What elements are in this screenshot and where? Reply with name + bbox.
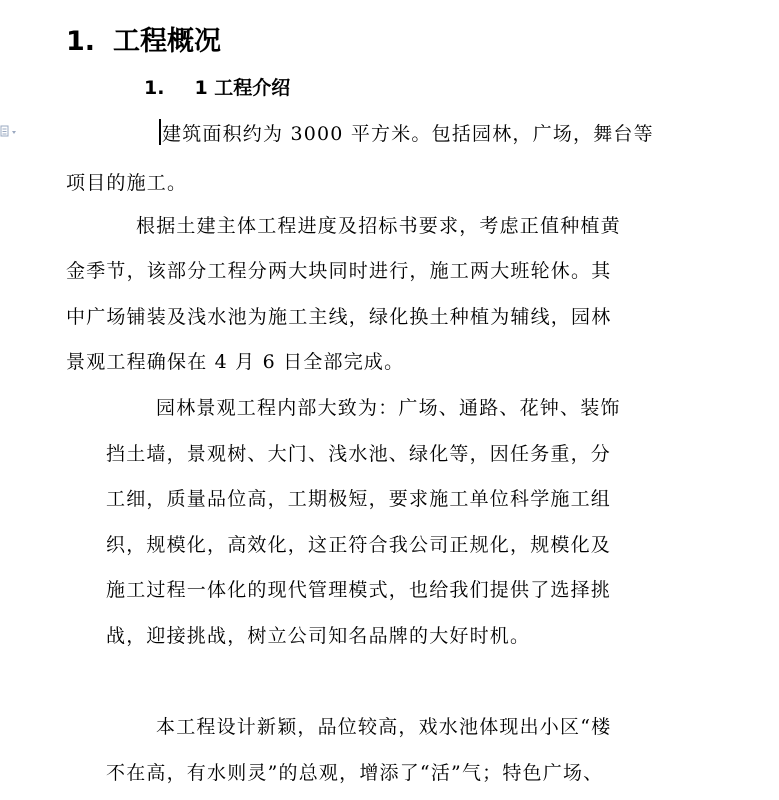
paragraph-line[interactable]: 战，迎接挑战，树立公司知名品牌的大好时机。 xyxy=(106,625,531,647)
paragraph-line[interactable]: 工细，质量品位高，工期极短，要求施工单位科学施工组 xyxy=(106,488,612,510)
paragraph-line[interactable]: 中广场铺装及浅水池为施工主线，绿化换土种植为辅线，园林 xyxy=(66,306,612,328)
paragraph-line[interactable]: 挡土墙，景观树、大门、浅水池、绿化等，因任务重，分 xyxy=(106,443,612,465)
paragraph-line[interactable]: 本工程设计新颖，品位较高，戏水池体现出小区“楼 xyxy=(156,716,612,738)
paragraph-line[interactable]: 金季节，该部分工程分两大块同时进行，施工两大班轮休。其 xyxy=(66,260,612,282)
heading-2-title: 1 工程介绍 xyxy=(194,77,291,99)
paragraph-line[interactable]: 根据土建主体工程进度及招标书要求，考虑正值种植黄 xyxy=(136,215,621,237)
heading-1-title: 工程概况 xyxy=(113,26,222,57)
text-cursor xyxy=(159,119,161,145)
heading-2 xyxy=(144,74,290,102)
paragraph-line[interactable]: 建筑面积约为 3000 平方米。包括园林，广场，舞台等 xyxy=(162,123,654,145)
paragraph-line[interactable]: 不在高，有水则灵”的总观，增添了“活”气；特色广场、 xyxy=(106,762,604,784)
paragraph-line[interactable]: 景观工程确保在 4 月 6 日全部完成。 xyxy=(66,351,405,373)
paragraph-marker-icon[interactable] xyxy=(0,124,18,140)
heading-2-number: 1. xyxy=(144,77,165,99)
paragraph-line[interactable]: 施工过程一体化的现代管理模式，也给我们提供了选择挑 xyxy=(106,579,612,601)
paragraph-line[interactable]: 项目的施工。 xyxy=(66,172,188,194)
paragraph-line[interactable]: 园林景观工程内部大致为：广场、通路、花钟、装饰 xyxy=(156,397,621,419)
heading-1 xyxy=(66,24,221,60)
paragraph-line[interactable]: 织，规模化，高效化，这正符合我公司正规化，规模化及 xyxy=(106,534,612,556)
heading-1-number: 1. xyxy=(66,26,96,57)
